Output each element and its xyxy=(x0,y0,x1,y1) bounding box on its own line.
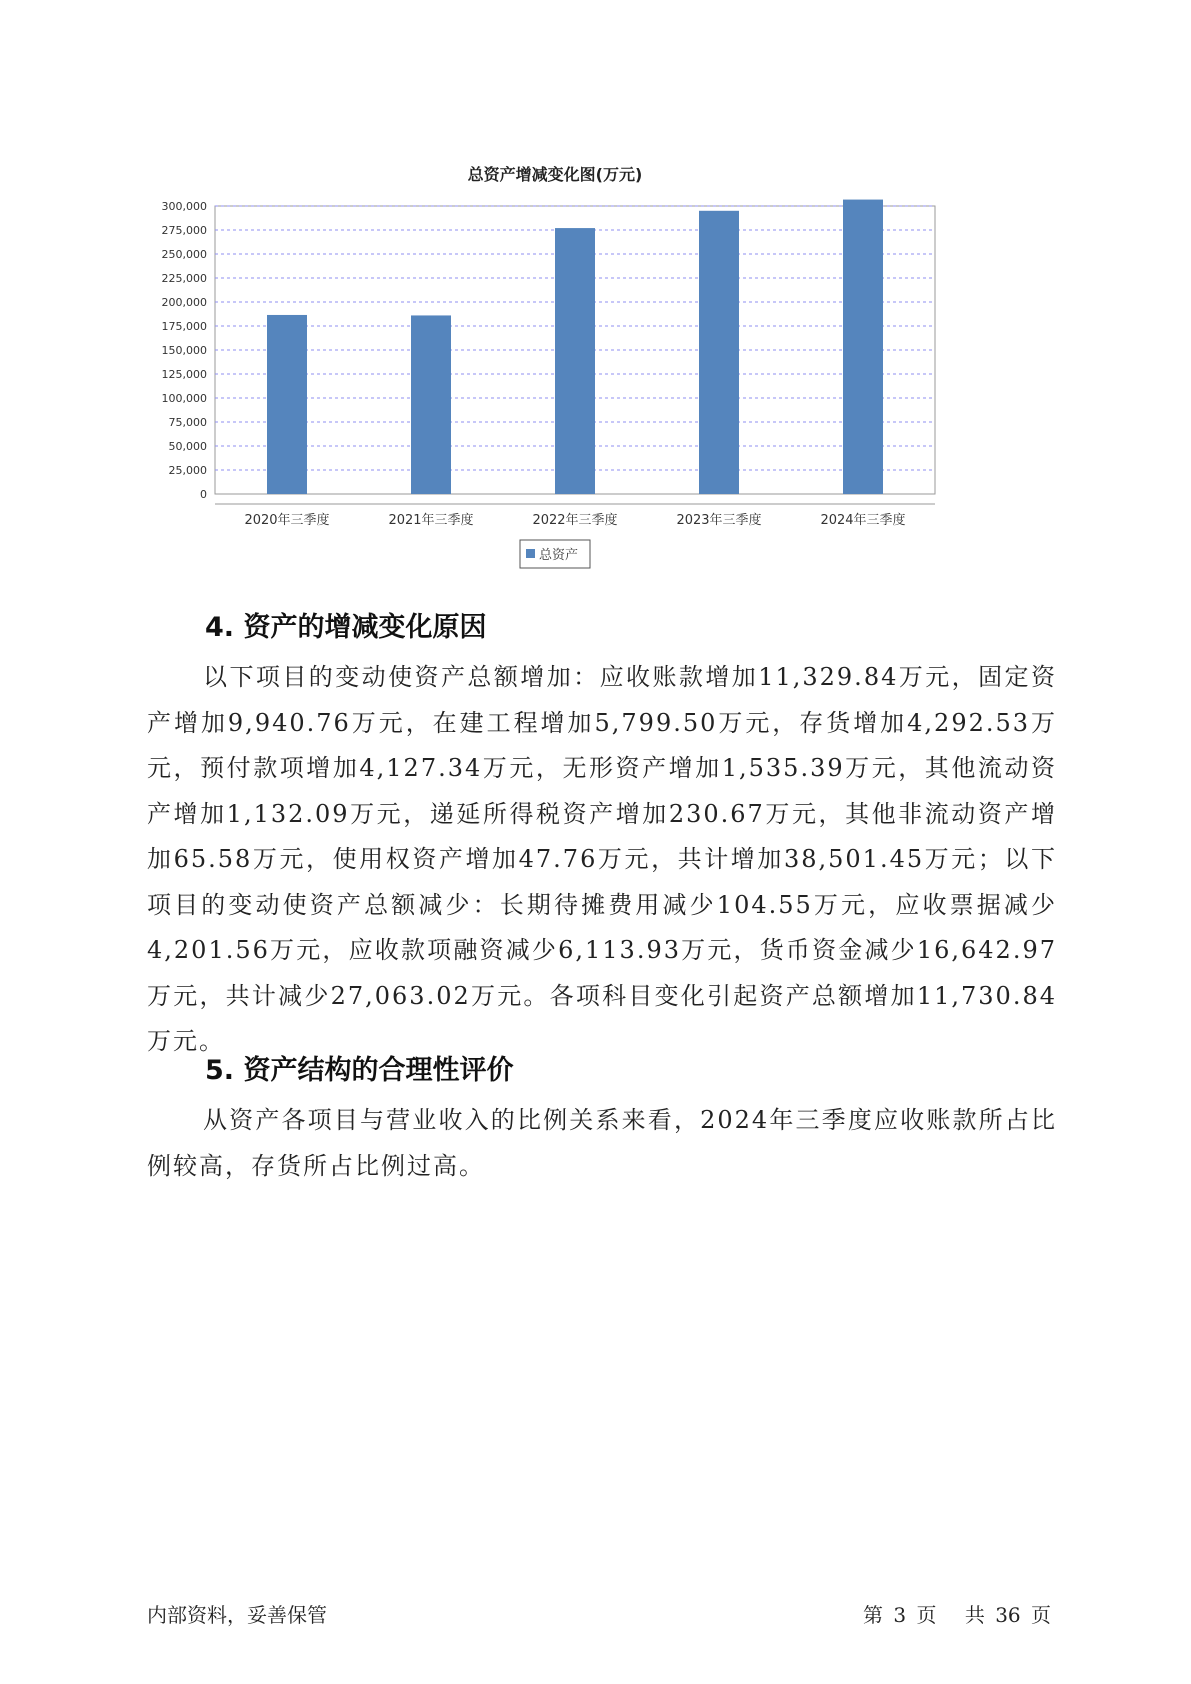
footer-page-number xyxy=(859,1599,1051,1628)
y-tick-label: 25,000 xyxy=(168,464,207,477)
y-tick-label: 75,000 xyxy=(168,416,207,429)
y-tick-label: 250,000 xyxy=(161,248,207,261)
x-tick-label: 2023年三季度 xyxy=(676,513,762,528)
y-tick-label: 225,000 xyxy=(161,272,207,285)
y-tick-label: 50,000 xyxy=(168,440,207,453)
legend-label: 总资产 xyxy=(539,548,579,563)
bar-1 xyxy=(267,315,307,494)
footer-confidential-note: 内部资料，妥善保管 xyxy=(147,1603,327,1627)
y-tick-label: 300,000 xyxy=(161,200,207,213)
page-prefix: 第 xyxy=(863,1603,884,1627)
legend-swatch xyxy=(526,549,535,558)
section-5-heading: 5. 资产结构的合理性评价 xyxy=(205,1055,514,1086)
x-tick-label: 2020年三季度 xyxy=(244,513,330,528)
x-tick-label: 2022年三季度 xyxy=(532,513,618,528)
y-tick-label: 275,000 xyxy=(161,224,207,237)
page-current: 3 xyxy=(893,1603,907,1627)
bar-2 xyxy=(411,315,451,494)
total-assets-bar-chart xyxy=(150,160,1030,630)
bar-4 xyxy=(699,211,739,494)
bar-3 xyxy=(555,228,595,494)
x-tick-label: 2024年三季度 xyxy=(820,513,906,528)
y-tick-label: 150,000 xyxy=(161,344,207,357)
page-total: 36 xyxy=(995,1603,1021,1627)
y-tick-label: 0 xyxy=(200,488,207,501)
bar-5 xyxy=(843,200,883,494)
y-tick-label: 125,000 xyxy=(161,368,207,381)
y-tick-label: 200,000 xyxy=(161,296,207,309)
page-unit: 页 xyxy=(916,1603,937,1627)
section-4-paragraph: 以下项目的变动使资产总额增加：应收账款增加11,329.84万元，固定资产增加9,940.76万元，在建工程增加5,799.50万元，存货增加4,292.53万元，预付款项增加4,127.34万元，无形资产增加1,535.39万元，其他流动资产增加1,132.09万元，递延所得税资产增加230.67万元，其他非流动资产增加65.58万元，使用权资产增加47.76万元，共计增加38,501.45万元；以下项目的变动使资产总额减少：长期待摊费用减少104.55万元，应收票据减少4,201.56万元，应收款项融资减少6,113.93万元，货币资金减少16,642.97万元，共计减少27,063.02万元。各项科目变化引起资产总额增加11,730.84万元。 xyxy=(147,663,1057,1055)
section-4-heading: 4. 资产的增减变化原因 xyxy=(205,612,487,643)
total-unit: 页 xyxy=(1031,1603,1051,1627)
section-5-paragraph: 从资产各项目与营业收入的比例关系来看，2024年三季度应收账款所占比例较高，存货所占比例过高。 xyxy=(147,1106,1057,1180)
x-tick-label: 2021年三季度 xyxy=(388,513,474,528)
y-tick-label: 100,000 xyxy=(161,392,207,405)
chart-title: 总资产增减变化图(万元) xyxy=(467,165,643,184)
y-tick-label: 175,000 xyxy=(161,320,207,333)
total-prefix: 共 xyxy=(964,1603,985,1627)
